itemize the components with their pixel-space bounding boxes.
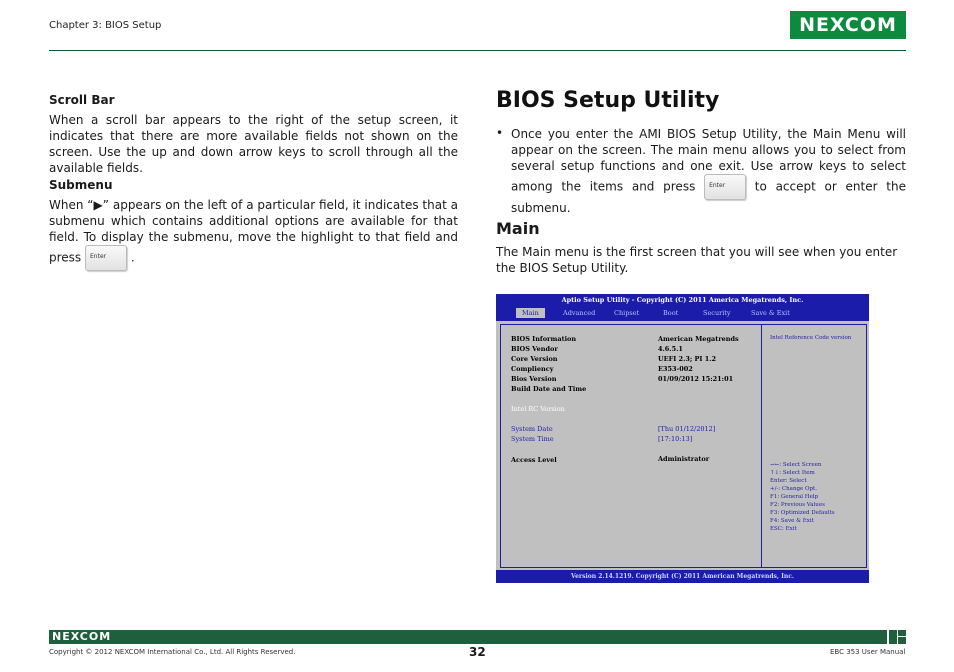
bios-row-label: Build Date and Time	[511, 385, 587, 393]
tab-security: Security	[703, 309, 731, 317]
bios-system-date-value[interactable]: [Thu 01/12/2012]	[658, 425, 716, 433]
bios-system-time-label[interactable]: System Time	[511, 435, 554, 443]
bios-footer: Version 2.14.1219. Copyright (C) 2011 American Megatrends, Inc.	[496, 570, 869, 583]
bios-help-key: ↑↓: Select Item	[770, 470, 815, 476]
enter-key-label: Enter	[90, 253, 107, 260]
bios-system-time-value[interactable]: [17:10:13]	[658, 435, 693, 443]
intro-paragraph	[511, 126, 906, 216]
enter-key-icon	[704, 174, 746, 200]
bios-row-label: Compliency	[511, 365, 554, 373]
scroll-bar-paragraph: When a scroll bar appears to the right of the setup screen, it indicates that there are more available fields not shown on the screen. Use the up and down arrow keys to scroll through all the available fields.	[49, 113, 458, 175]
footer-bar	[49, 630, 887, 644]
bios-help-key: +/-: Change Opt.	[770, 486, 818, 492]
bios-access-value: Administrator	[658, 455, 710, 463]
chapter-label: Chapter 3: BIOS Setup	[49, 20, 162, 31]
logo-text: NEXCOM	[799, 14, 897, 36]
bios-help-key: Enter: Select	[770, 478, 807, 484]
bios-help-key: F1: General Help	[770, 494, 819, 500]
bios-row-label: Core Version	[511, 355, 558, 363]
bios-system-date-label[interactable]: System Date	[511, 425, 553, 433]
bios-row-value: 4.6.5.1	[658, 345, 683, 353]
submenu-text-end: .	[130, 250, 135, 265]
bios-row-value: 01/09/2012 15:21:01	[658, 375, 734, 383]
tab-save-exit: Save & Exit	[751, 309, 790, 317]
header-divider	[49, 50, 906, 51]
bios-help-key: ESC: Exit	[770, 526, 797, 532]
bios-screenshot	[496, 294, 869, 583]
copyright-text: Copyright © 2012 NEXCOM International Co., Ltd. All Rights Reserved.	[49, 648, 296, 656]
tab-advanced: Advanced	[563, 309, 596, 317]
bios-access-label: Access Level	[511, 456, 557, 464]
tab-main: Main	[516, 308, 545, 318]
bios-help-key: F2: Previous Values	[770, 502, 825, 508]
bios-help-text: Intel Reference Code version	[770, 335, 852, 341]
tab-boot: Boot	[663, 309, 679, 317]
intro-text: Once you enter the AMI BIOS Setup Utility, the Main Menu will appear on the screen. The main menu allows you to select from several setup functions and one exit. Use arrow keys to select among the items and press	[511, 127, 906, 194]
bios-row-label: BIOS Vendor	[511, 345, 558, 353]
enter-key-label: Enter	[709, 182, 726, 189]
bios-row-label: BIOS Information	[511, 335, 577, 343]
bios-row-label: Bios Version	[511, 375, 557, 383]
bios-help-key: F3: Optimized Defaults	[770, 510, 835, 516]
bios-row-value: American Megatrends	[658, 335, 739, 343]
bios-intel-rc: Intel RC Version	[511, 405, 565, 413]
footer-squares-icon	[889, 630, 906, 644]
bios-row-value: E353-002	[658, 365, 693, 373]
intro-text-end: to accept or enter the submenu.	[511, 179, 906, 215]
scroll-bar-heading: Scroll Bar	[49, 93, 115, 107]
bullet-icon: •	[496, 126, 504, 140]
manual-name: EBC 353 User Manual	[830, 648, 906, 656]
tab-chipset: Chipset	[614, 309, 640, 317]
nexcom-logo	[790, 11, 906, 39]
enter-key-icon	[85, 245, 127, 271]
submenu-paragraph	[49, 197, 458, 271]
page-number: 32	[469, 645, 486, 659]
bios-help-key: →←: Select Screen	[770, 462, 822, 468]
footer-logo: NEXCOM	[52, 630, 112, 643]
page-title: BIOS Setup Utility	[496, 88, 720, 113]
main-paragraph: The Main menu is the first screen that you will see when you enter the BIOS Setup Utility.	[496, 245, 898, 275]
bios-tab-bar	[496, 307, 869, 321]
bios-panel-divider	[761, 324, 762, 567]
bios-row-value: UEFI 2.3; PI 1.2	[658, 355, 717, 363]
submenu-text: When “▶” appears on the left of a particular field, it indicates that a submenu which contains additional options are available for that field. To display the submenu, move the highlight to that field and press	[49, 198, 458, 265]
bios-title-bar: Aptio Setup Utility - Copyright (C) 2011 America Megatrends, Inc.	[496, 294, 869, 307]
main-heading: Main	[496, 219, 540, 238]
submenu-heading: Submenu	[49, 178, 113, 192]
bios-help-key: F4: Save & Exit	[770, 518, 814, 524]
